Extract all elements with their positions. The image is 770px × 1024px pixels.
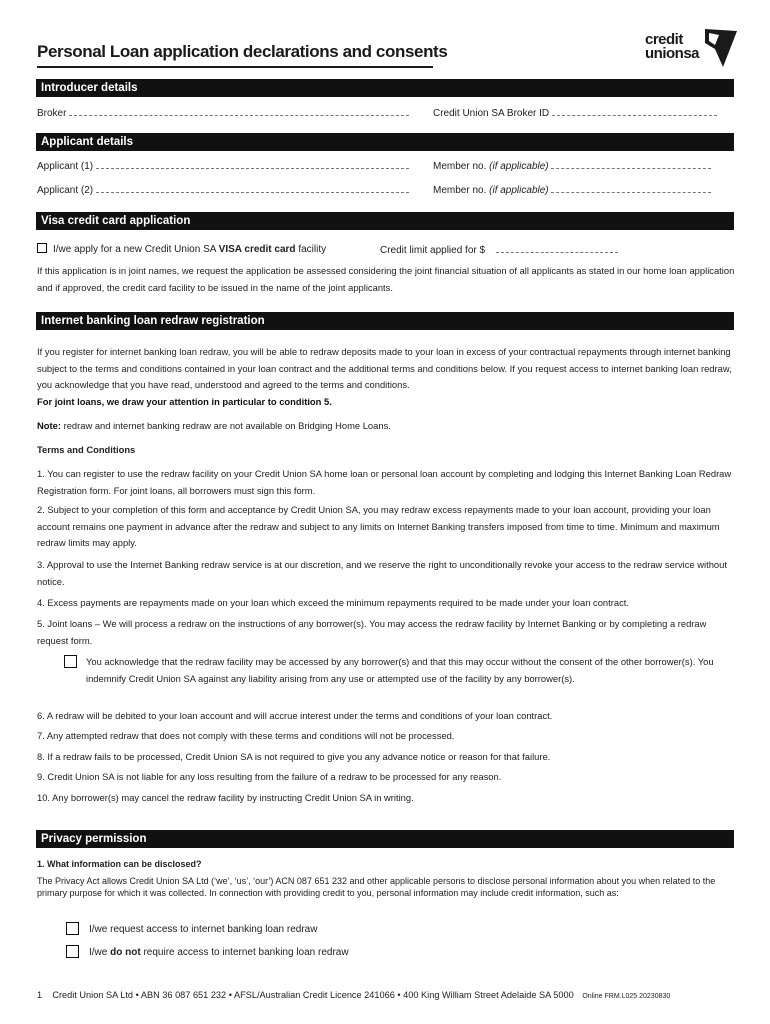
member-no-label: Member no. <box>433 185 487 196</box>
term-item: 1. You can register to use the redraw facility on your Credit Union SA home loan or personal loan account by completing and lodging this Internet Banking Loan Redraw Registration form. For joint loans, all borrowers must sign this form. <box>37 468 732 496</box>
term-item: 2. Subject to your completion of this form and acceptance by Credit Union SA, you may redraw excess repayments made to your loan account, providing your loan account remains one payment in advance after the redraw and subject to any limits on Internet Banking transfers imposed from time to time. Minimum and maximum redraw limits may apply. <box>37 504 720 549</box>
note-label: Note: <box>37 420 61 431</box>
broker-field[interactable] <box>37 106 409 119</box>
term-item: 6. A redraw will be debited to your loan account and will accrue interest under the terms and conditions of your loan contract. <box>37 710 553 721</box>
footer-text: Credit Union SA Ltd • ABN 36 087 651 232 • AFSL/Australian Credit Licence 241066 • 400 King William Street Adelaide SA 5000 <box>52 990 574 1000</box>
credit-limit-label: Credit limit applied for $ <box>380 245 486 256</box>
term-item: 4. Excess payments are repayments made on your loan which exceed the minimum repayments required to be made under your loan contract. <box>37 597 629 608</box>
visa-apply-bold: VISA credit card <box>218 244 296 255</box>
visa-apply-checkbox[interactable] <box>37 243 47 253</box>
visa-apply-text: I/we apply for a new Credit Union SA <box>53 244 216 255</box>
logo-mark-icon <box>705 29 737 69</box>
title-underline <box>37 66 433 68</box>
redraw-request-label: I/we request access to internet banking loan redraw <box>89 924 318 935</box>
note-text: redraw and internet banking redraw are not available on Bridging Home Loans. <box>63 420 391 431</box>
redraw-decline-checkbox[interactable] <box>66 945 79 958</box>
applicant-heading: Applicant details <box>36 133 734 151</box>
bridging-note <box>37 418 737 435</box>
joint-loans-notice: For joint loans, we draw your attention in particular to condition 5. <box>37 396 332 408</box>
terms-heading: Terms and Conditions <box>37 444 136 455</box>
broker-label: Broker <box>37 108 67 119</box>
applicant1-field[interactable] <box>37 159 409 172</box>
broker-id-field[interactable] <box>433 106 717 119</box>
privacy-heading: Privacy permission <box>36 830 734 848</box>
broker-id-label: Credit Union SA Broker ID <box>433 108 550 119</box>
privacy-question: 1. What information can be disclosed? <box>37 859 202 869</box>
member-no-label: Member no. <box>433 161 487 172</box>
term-item: 5. Joint loans – We will process a redraw on the instructions of any borrower(s). You may access the redraw facility by Internet Banking or by completing a redraw request form. <box>37 618 707 646</box>
applicant1-label: Applicant (1) <box>37 161 94 172</box>
introducer-heading: Introducer details <box>36 79 734 97</box>
internet-heading: Internet banking loan redraw registration <box>36 312 734 330</box>
privacy-text: The Privacy Act allows Credit Union SA Ltd (‘we’, ‘us’, ‘our’) ACN 087 651 232 and other applicable persons to disclose personal information about you when related to the primary purpose for which it was collected. In connection with providing credit to you, personal information may include credit information, such as: <box>37 876 716 898</box>
credit-union-sa-logo <box>645 33 737 71</box>
credit-limit-field[interactable] <box>380 243 618 256</box>
acknowledge-checkbox[interactable] <box>64 655 77 668</box>
do-not-emphasis: do not <box>110 947 141 958</box>
term-item: 10. Any borrower(s) may cancel the redraw facility by instructing Credit Union SA in writing. <box>37 792 414 803</box>
page-title: Personal Loan application declarations and consents <box>37 42 448 61</box>
footer <box>37 990 670 1000</box>
redraw-request-checkbox[interactable] <box>66 922 79 935</box>
if-applicable-note: (if applicable) <box>489 161 549 172</box>
page-number: 1 <box>37 990 43 1000</box>
visa-apply-post: facility <box>298 244 327 255</box>
member-no2-field[interactable] <box>433 183 711 196</box>
applicant2-field[interactable] <box>37 183 409 196</box>
term-item: 9. Credit Union SA is not liable for any loss resulting from the failure of a redraw to be processed for any reason. <box>37 771 502 782</box>
redraw-decline-label: I/we do not require access to internet banking loan redraw <box>89 947 349 958</box>
internet-intro <box>37 344 737 411</box>
visa-heading: Visa credit card application <box>36 212 734 230</box>
visa-apply-row <box>37 243 326 255</box>
logo-line1: credit <box>645 31 683 48</box>
visa-joint-text: If this application is in joint names, we request the application be assessed considering the joint financial situation of all applicants as stated in our home loan application and if approved, the credit card facility to be issued in the name of the joint applicants. <box>37 265 735 293</box>
term-item: 8. If a redraw fails to be processed, Credit Union SA is not required to give you any advance notice or reason for that failure. <box>37 751 551 762</box>
member-no1-field[interactable] <box>433 159 711 172</box>
acknowledge-text: You acknowledge that the redraw facility may be accessed by any borrower(s) and that this may occur without the consent of the other borrower(s). You indemnify Credit Union SA against any liability arising from any use or attempted use of the facility by any borrower(s). <box>86 656 714 684</box>
if-applicable-note: (if applicable) <box>489 185 549 196</box>
term-item: 7. Any attempted redraw that does not comply with these terms and conditions will not be processed. <box>37 730 455 741</box>
internet-intro-text: If you register for internet banking loan redraw, you will be able to redraw deposits made to your loan in excess of your contractual repayments through internet banking subject to the terms and conditions contained in your loan contract and the additional terms and conditions below. If you request access to internet banking loan redraw, you acknowledge that you have read, understood and agreed to the terms and conditions. <box>37 346 732 391</box>
form-code: Online FRM.L025 20230830 <box>582 993 671 1000</box>
logo-line2: unionsa <box>645 45 700 62</box>
term-item: 3. Approval to use the Internet Banking redraw service is at our discretion, and we reserve the right to unconditionally revoke your access to the redraw service without notice. <box>37 559 727 587</box>
applicant2-label: Applicant (2) <box>37 185 94 196</box>
